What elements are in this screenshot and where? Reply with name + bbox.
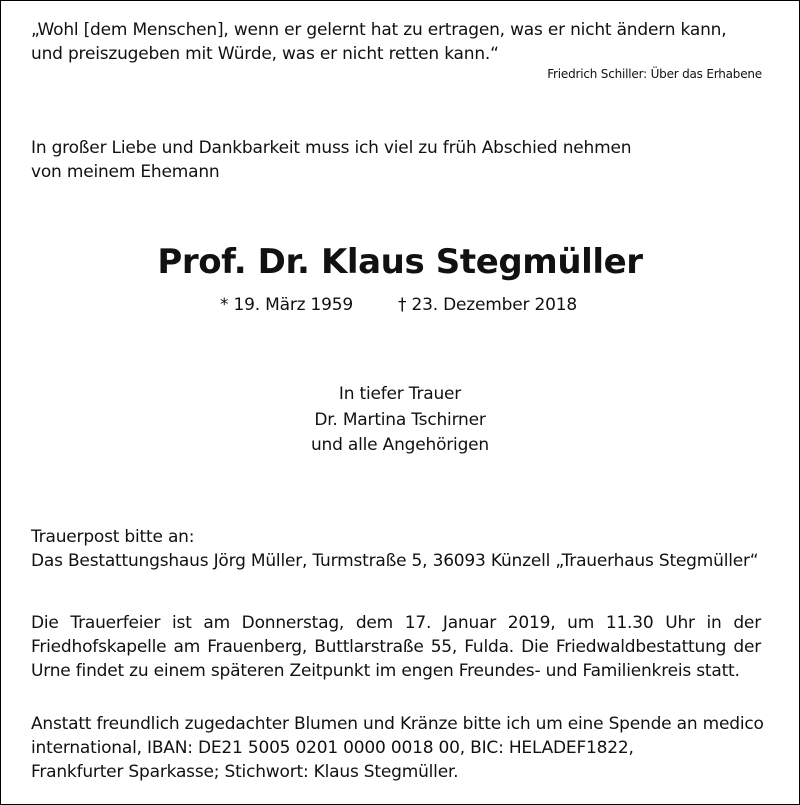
quote-line-2: und preiszugeben mit Würde, was er nicht retten kann.“	[31, 44, 499, 64]
mail-heading: Trauerpost bitte an:	[31, 527, 195, 547]
quote-line-1: „Wohl [dem Menschen], wenn er gelernt hat zu ertragen, was er nicht ändern kann,	[31, 20, 727, 40]
birth-date: * 19. März 1959	[220, 295, 354, 315]
intro-line-1: In großer Liebe und Dankbarkeit muss ich viel zu früh Abschied nehmen	[31, 138, 632, 158]
mourners-heading: In tiefer Trauer	[338, 384, 462, 404]
quote-attribution: Friedrich Schiller: Über das Erhabene	[547, 67, 762, 81]
donation-line-2: international, IBAN: DE21 5005 0201 0000 0018 00, BIC: HELADEF1822,	[31, 738, 634, 758]
mourners-relatives: und alle Angehörigen	[310, 435, 490, 455]
death-date: † 23. Dezember 2018	[398, 295, 577, 315]
mourner-name: Dr. Martina Tschirner	[314, 410, 486, 430]
deceased-name: Prof. Dr. Klaus Stegmüller	[157, 242, 643, 282]
mail-address: Das Bestattungshaus Jörg Müller, Turmstraße 5, 36093 Künzell „Trauerhaus Stegmüller“	[31, 551, 759, 571]
donation-line-1: Anstatt freundlich zugedachter Blumen und Kränze bitte ich um eine Spende an medico	[31, 714, 764, 734]
donation-line-3: Frankfurter Sparkasse; Stichwort: Klaus Stegmüller.	[31, 762, 459, 782]
ceremony-paragraph: Die Trauerfeier ist am Donnerstag, dem 17. Januar 2019, um 11.30 Uhr in der Friedhofskapelle am Frauenberg, Buttlarstraße 55, Fulda. Die Friedwaldbestattung der Urne findet zu einem späteren Zeitpunkt im engen Freundes- und Familienkreis statt.	[31, 613, 761, 681]
intro-line-2: von meinem Ehemann	[31, 162, 220, 182]
